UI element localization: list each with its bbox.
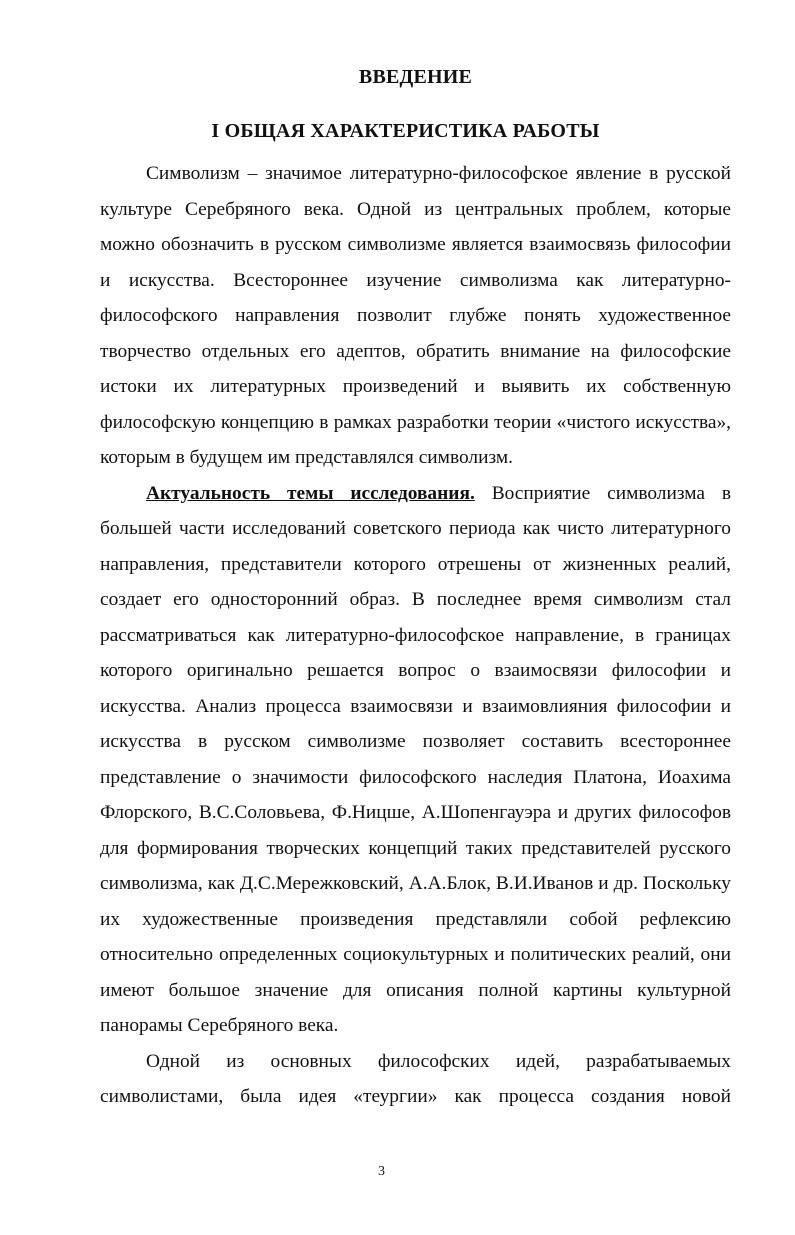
text-line: большей части исследований советского периода как чисто литературного [100, 518, 731, 539]
text-line: представление о значимости философского наследия Платона, Иоахима [100, 767, 731, 788]
text-line: искусства в русском символизме позволяет составить всестороннее [100, 731, 731, 752]
text-line: творчество отдельных его адептов, обратить внимание на философские [100, 341, 731, 362]
text-line: Символизм – значимое литературно-философское явление в русской [146, 163, 731, 184]
text-line: относительно определенных социокультурных и политических реалий, они [100, 944, 731, 965]
text-line: искусства. Анализ процесса взаимосвязи и взаимовлияния философии и [100, 696, 731, 717]
text-line: философскую концепцию в рамках разработки теории «чистого искусства», [100, 412, 731, 433]
text-line: направления, представители которого отрешены от жизненных реалий, [100, 554, 731, 575]
text-line: Одной из основных философских идей, разрабатываемых [146, 1051, 731, 1072]
text-line-rest: Восприятие символизма в [491, 483, 732, 504]
document-title: ВВЕДЕНИЕ [358, 66, 473, 88]
text-line: их художественные произведения представляли собой рефлексию [100, 909, 731, 930]
text-line: имеют большое значение для описания полной картины культурной [100, 980, 731, 1001]
text-line: Флорского, В.С.Соловьева, Ф.Ницше, А.Шопенгауэра и других философов [100, 802, 731, 823]
text-line: панорамы Серебряного века. [100, 1015, 339, 1036]
text-line: символистами, была идея «теургии» как процесса создания новой [100, 1086, 731, 1107]
text-line: и искусства. Всестороннее изучение символизма как литературно- [100, 270, 731, 291]
text-line: символизма, как Д.С.Мережковский, А.А.Блок, В.И.Иванов и др. Поскольку [100, 873, 731, 894]
text-line [146, 476, 731, 512]
text-line: истоки их литературных произведений и выявить их собственную [100, 376, 731, 397]
text-line: можно обозначить в русском символизме является взаимосвязь философии [100, 234, 731, 255]
relevance-heading: Актуальность темы исследования. [146, 483, 475, 504]
text-line: создает его односторонний образ. В последнее время символизм стал [100, 589, 731, 610]
section-heading: I ОБЩАЯ ХАРАКТЕРИСТИКА РАБОТЫ [211, 120, 600, 142]
text-line: философского направления позволит глубже понять художественное [100, 305, 731, 326]
text-line: культуре Серебряного века. Одной из центральных проблем, которые [100, 199, 731, 220]
text-line: для формирования творческих концепций таких представителей русского [100, 838, 731, 859]
text-line: рассматриваться как литературно-философское направление, в границах [100, 625, 731, 646]
page-number: 3 [378, 1164, 385, 1179]
text-line: которым в будущем им представлялся символизм. [100, 447, 513, 468]
text-line: которого оригинально решается вопрос о взаимосвязи философии и [100, 660, 731, 681]
